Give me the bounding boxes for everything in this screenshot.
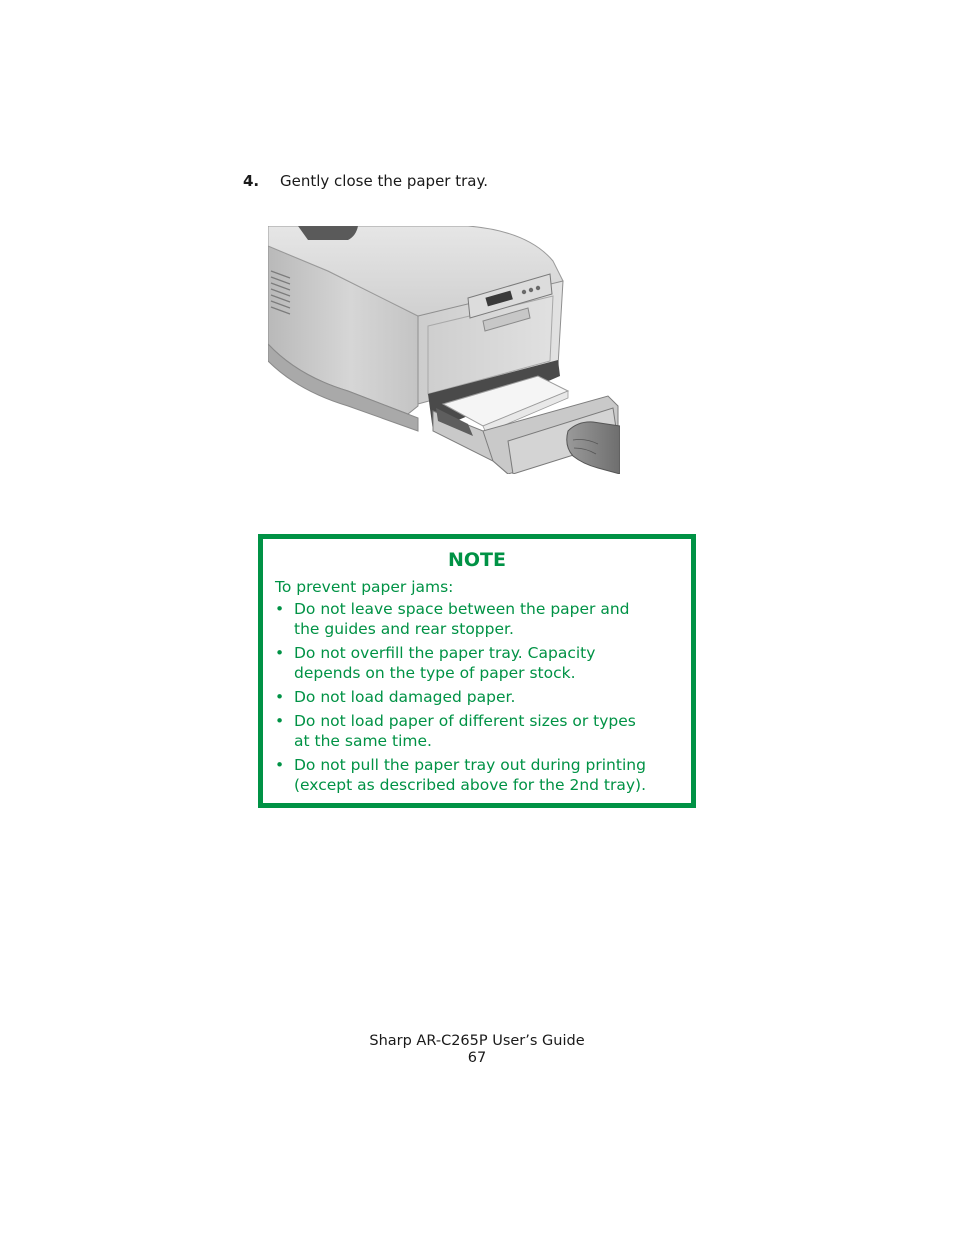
bullet: • <box>275 644 285 662</box>
printer-tray-photo <box>268 226 620 474</box>
page-number: 67 <box>467 1050 487 1066</box>
list-item-line: Do not pull the paper tray out during printing <box>294 756 646 774</box>
list-item <box>275 755 690 795</box>
bullet: • <box>275 688 285 706</box>
panel-button <box>536 286 540 290</box>
page-footer <box>0 1033 954 1067</box>
note-list <box>275 599 690 799</box>
step-text: Gently close the paper tray. <box>280 172 488 190</box>
list-item <box>275 711 690 751</box>
bullet: • <box>275 756 285 774</box>
panel-button <box>522 290 526 294</box>
list-item-line: the guides and rear stopper. <box>294 620 514 638</box>
list-item-line: at the same time. <box>294 732 432 750</box>
step-4 <box>243 172 488 190</box>
printer-output-slot <box>298 226 358 240</box>
list-item <box>275 599 690 639</box>
list-item-line: Do not leave space between the paper and <box>294 600 630 618</box>
list-item-line: Do not overfill the paper tray. Capacity <box>294 644 596 662</box>
footer-title: Sharp AR-C265P User’s Guide <box>369 1033 585 1049</box>
bullet: • <box>275 712 285 730</box>
note-intro: To prevent paper jams: <box>275 578 454 596</box>
list-item-line: (except as described above for the 2nd tray). <box>294 776 647 794</box>
panel-button <box>529 288 533 292</box>
list-item <box>275 643 690 683</box>
list-item-line: Do not load damaged paper. <box>294 688 516 706</box>
list-item-line: depends on the type of paper stock. <box>294 664 576 682</box>
note-box <box>258 534 696 808</box>
bullet: • <box>275 600 285 618</box>
list-item <box>275 687 690 707</box>
step-number: 4. <box>243 172 260 190</box>
note-title: NOTE <box>448 549 506 571</box>
list-item-line: Do not load paper of different sizes or types <box>294 712 636 730</box>
